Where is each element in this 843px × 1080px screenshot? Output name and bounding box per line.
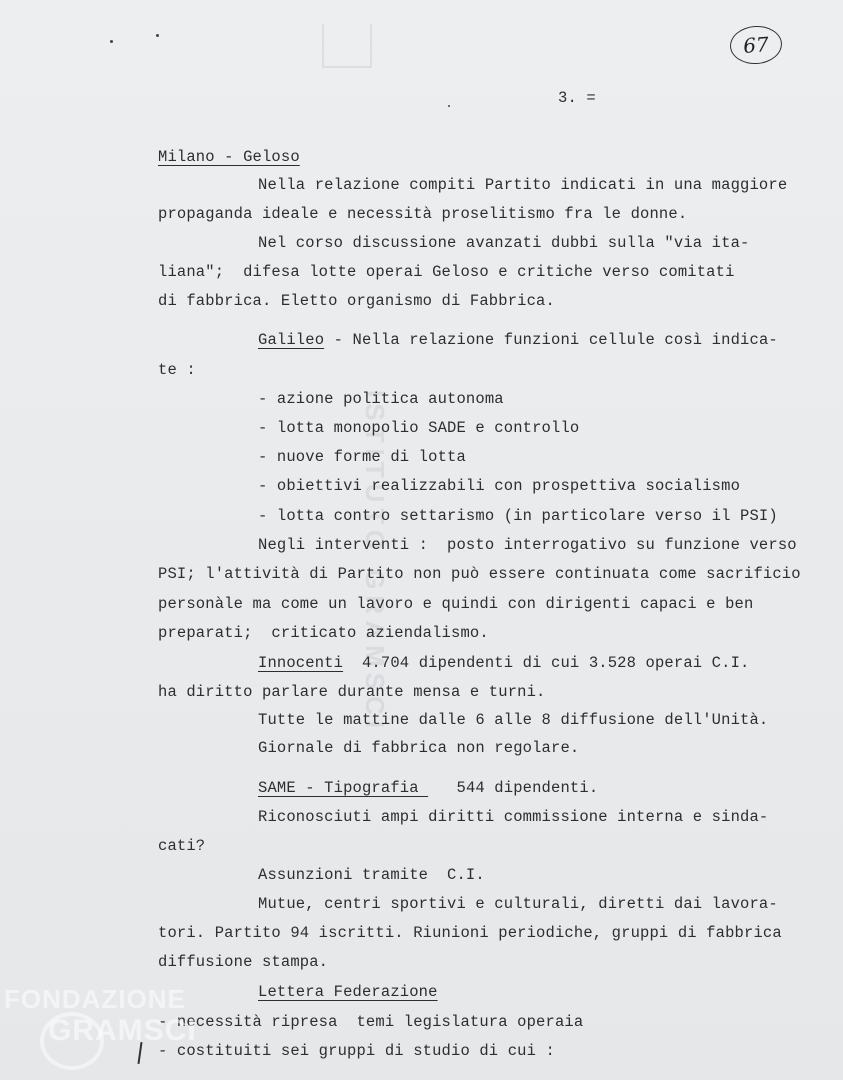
- heading-milano-geloso: Milano - Geloso: [158, 148, 300, 166]
- text-line: Giornale di fabbrica non regolare.: [258, 739, 580, 757]
- text-line: Mutue, centri sportivi e culturali, diretti dai lavora-: [258, 895, 778, 913]
- text-line-same: SAME - Tipografia 544 dipendenti.: [258, 779, 599, 797]
- heading-same-tipografia: SAME - Tipografia: [258, 779, 429, 797]
- text-line: liana"; difesa lotte operai Geloso e critiche verso comitati: [158, 263, 735, 281]
- text-line: te :: [158, 361, 196, 379]
- page-number: 3. =: [558, 89, 596, 107]
- ink-speck: [110, 40, 113, 43]
- text-line: Assunzioni tramite C.I.: [258, 866, 485, 884]
- text-line: preparati; criticato aziendalismo.: [158, 624, 489, 642]
- list-item: - lotta contro settarismo (in particolare verso il PSI): [258, 507, 778, 525]
- text-line: ha diritto parlare durante mensa e turni.: [158, 683, 546, 701]
- list-item: - lotta monopolio SADE e controllo: [258, 419, 580, 437]
- list-item: - azione politica autonoma: [258, 390, 504, 408]
- watermark-stamp-icon: [322, 24, 372, 68]
- list-item: - costituiti sei gruppi di studio di cui :: [158, 1042, 555, 1060]
- text-line-galileo: Galileo - Nella relazione funzioni cellule così indica-: [258, 331, 778, 349]
- text-line: propaganda ideale e necessità proselitismo fra le donne.: [158, 205, 688, 223]
- text-line: personàle ma come un lavoro e quindi con dirigenti capaci e ben: [158, 595, 754, 613]
- text-line: diffusione stampa.: [158, 953, 329, 971]
- text-line: Tutte le mattine dalle 6 alle 8 diffusione dell'Unità.: [258, 711, 769, 729]
- text-line: tori. Partito 94 iscritti. Riunioni periodiche, gruppi di fabbrica: [158, 924, 782, 942]
- text-line: Nella relazione compiti Partito indicati in una maggiore: [258, 176, 788, 194]
- ink-speck: [448, 105, 450, 107]
- side-watermark: ISTITUTO GRAMSCI: [360, 390, 390, 734]
- heading-lettera-federazione: Lettera Federazione: [258, 983, 438, 1001]
- text-line: Riconosciuti ampi diritti commissione interna e sinda-: [258, 808, 769, 826]
- text-line: PSI; l'attività di Partito non può essere continuata come sacrificio: [158, 565, 801, 583]
- ink-speck: [156, 34, 159, 37]
- fondazione-gramsci-watermark-logo: FONDAZIONE GRAMSCI: [4, 984, 214, 1072]
- heading-innocenti: Innocenti: [258, 654, 344, 672]
- text-line: Nel corso discussione avanzati dubbi sulla "via ita-: [258, 234, 750, 252]
- text-line: di fabbrica. Eletto organismo di Fabbrica.: [158, 292, 555, 310]
- text-line-innocenti: Innocenti 4.704 dipendenti di cui 3.528 operai C.I.: [258, 654, 750, 672]
- text-line: Negli interventi : posto interrogativo su funzione verso: [258, 536, 797, 554]
- handwritten-folio-number: 67: [729, 24, 784, 66]
- list-item: - nuove forme di lotta: [258, 448, 466, 466]
- text-line: cati?: [158, 837, 206, 855]
- heading-galileo: Galileo: [258, 331, 325, 349]
- list-item: - obiettivi realizzabili con prospettiva socialismo: [258, 477, 741, 495]
- list-item: - necessità ripresa temi legislatura operaia: [158, 1013, 584, 1031]
